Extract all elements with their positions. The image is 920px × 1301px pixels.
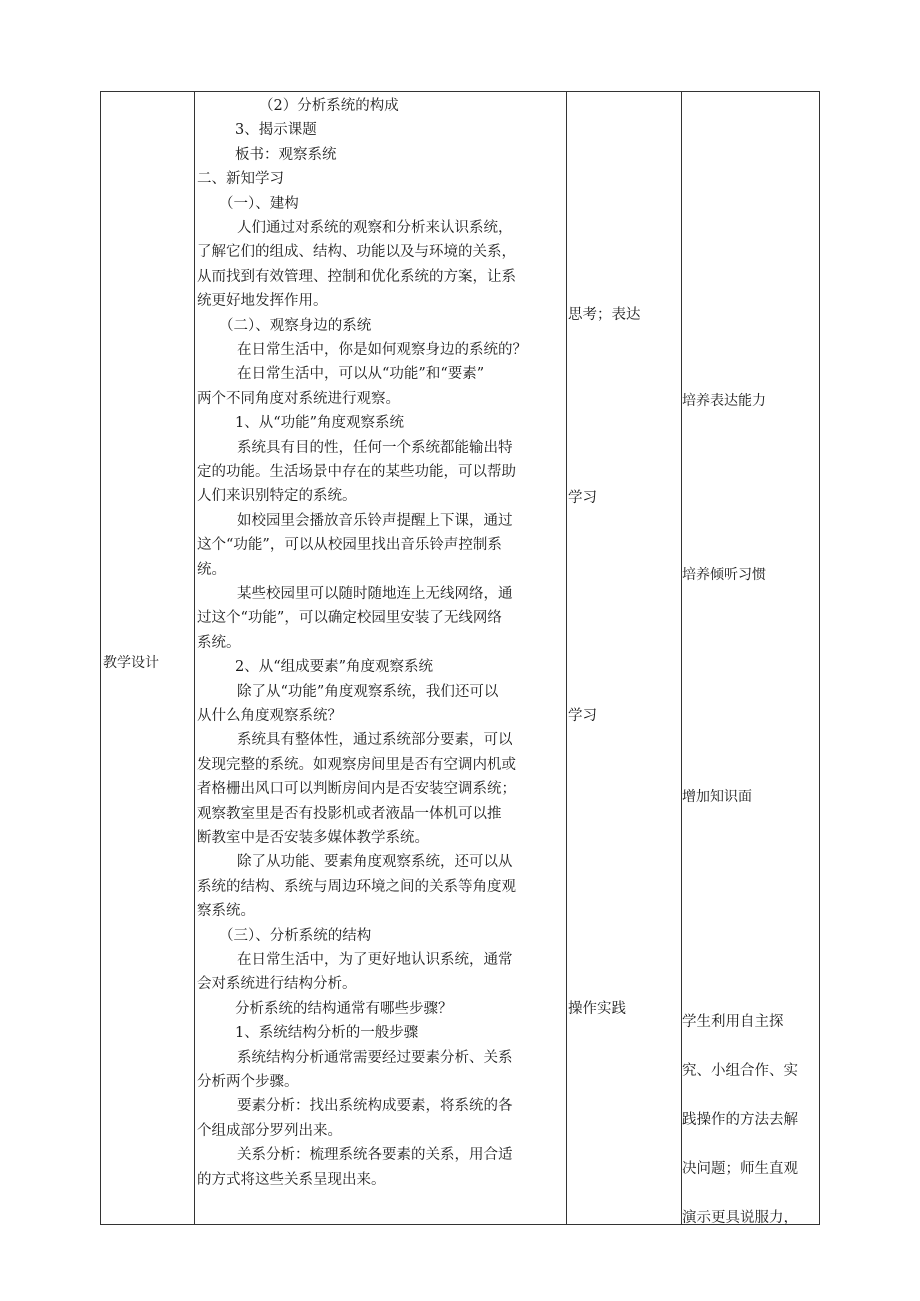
student-activity-cell: [568, 92, 681, 1224]
content-line: 要素分析：找出系统构成要素，将系统的各: [237, 1098, 513, 1115]
content-line: （三）、分析系统的结构: [219, 927, 372, 944]
content-line: 系统具有整体性，通过系统部分要素，可以: [237, 732, 513, 749]
content-line: 分析两个步骤。: [197, 1074, 299, 1090]
content-line: 会对系统进行结构分析。: [197, 976, 357, 993]
content-line: 者格栅出风口可以判断房间内是否安装空调系统；: [197, 781, 516, 798]
content-line: 人们来识别特定的系统。: [197, 488, 357, 505]
content-line: 从而找到有效管理、控制和优化系统的方案，让系: [197, 268, 516, 285]
content-line: 个组成部分罗列出来。: [197, 1122, 342, 1139]
content-line: 1、从“功能”角度观察系统: [235, 415, 405, 432]
content-line: 察系统。: [197, 903, 255, 920]
paragraph-line: 究、小组合作、实: [682, 1063, 798, 1079]
row-label: 教学设计: [103, 655, 159, 671]
content-line: 过这个“功能”，可以确定校园里安装了无线网络: [197, 610, 502, 627]
column-divider: [566, 92, 567, 1224]
paragraph-line: 践操作的方法去解: [682, 1112, 798, 1128]
content-line: 人们通过对系统的观察和分析来认识系统，: [237, 220, 513, 236]
content-line: 在日常生活中，你是如何观察身边的系统的？: [237, 342, 527, 358]
student-activity: 操作实践: [568, 1001, 626, 1017]
content-line: 系统的结构、系统与周边环境之间的关系等角度观: [197, 878, 516, 895]
content-line: （2）分析系统的构成: [259, 98, 399, 114]
content-line: 观察教室里是否有投影机或者液晶一体机可以推: [197, 805, 502, 822]
content-line: 二、新知学习: [197, 171, 284, 188]
content-line: 3、揭示课题: [235, 122, 317, 139]
design-intent: 培养表达能力: [682, 393, 766, 409]
student-activity: 学习: [568, 708, 597, 724]
paragraph-line: 决问题；师生直观: [682, 1161, 798, 1177]
content-line: 断教室中是否安装多媒体教学系统。: [197, 830, 429, 846]
content-line: 某些校园里可以随时随地连上无线网络，通: [237, 586, 513, 602]
content-line: 1、系统结构分析的一般步骤: [235, 1025, 419, 1042]
content-line: 这个“功能”，可以从校园里找出音乐铃声控制系: [197, 537, 502, 554]
content-line: 在日常生活中，可以从“功能”和“要素”: [237, 366, 485, 383]
student-activity: 思考；表达: [568, 307, 641, 323]
content-line: 分析系统的结构通常有哪些步骤？: [235, 1000, 453, 1017]
content-line: （一）、建构: [219, 195, 299, 212]
content-line: 了解它们的组成、结构、功能以及与环境的关系，: [197, 244, 516, 261]
content-line: 系统。: [197, 634, 241, 651]
student-activity: 学习: [568, 490, 597, 506]
content-line: 的方式将这些关系呈现出来。: [197, 1171, 386, 1188]
row-label-cell: [101, 92, 194, 1224]
content-line: 统。: [197, 561, 226, 578]
design-intent: 增加知识面: [682, 789, 752, 805]
content-line: 板书：观察系统: [235, 146, 337, 163]
content-line: 统更好地发挥作用。: [197, 293, 328, 310]
content-line: 在日常生活中，为了更好地认识系统，通常: [237, 952, 513, 968]
content-line: 定的功能。生活场景中存在的某些功能，可以帮助: [197, 464, 516, 480]
column-divider: [194, 92, 195, 1224]
design-intent-cell: [682, 92, 820, 1224]
content-line: 如校园里会播放音乐铃声提醒上下课，通过: [237, 512, 513, 529]
content-line: 除了从功能、要素角度观察系统，还可以从: [237, 854, 513, 871]
content-line: 从什么角度观察系统？: [197, 708, 342, 724]
content-line: 系统具有目的性，任何一个系统都能输出特: [237, 439, 513, 456]
paragraph-line: 学生利用自主探: [682, 1014, 784, 1030]
content-line: 除了从“功能”角度观察系统，我们还可以: [237, 683, 499, 700]
content-line: 系统结构分析通常需要经过要素分析、关系: [237, 1049, 513, 1066]
content-line: （二）、观察身边的系统: [219, 317, 372, 334]
design-intent: 培养倾听习惯: [682, 567, 766, 583]
content-line: 关系分析：梳理系统各要素的关系，用合适: [237, 1147, 513, 1164]
content-line: 发现完整的系统。如观察房间里是否有空调内机或: [197, 756, 516, 773]
content-line: 两个不同角度对系统进行观察。: [197, 390, 400, 407]
lesson-table: [100, 91, 820, 1225]
paragraph-line: 演示更具说服力，: [682, 1210, 798, 1226]
content-line: 2、从“组成要素”角度观察系统: [235, 659, 434, 676]
